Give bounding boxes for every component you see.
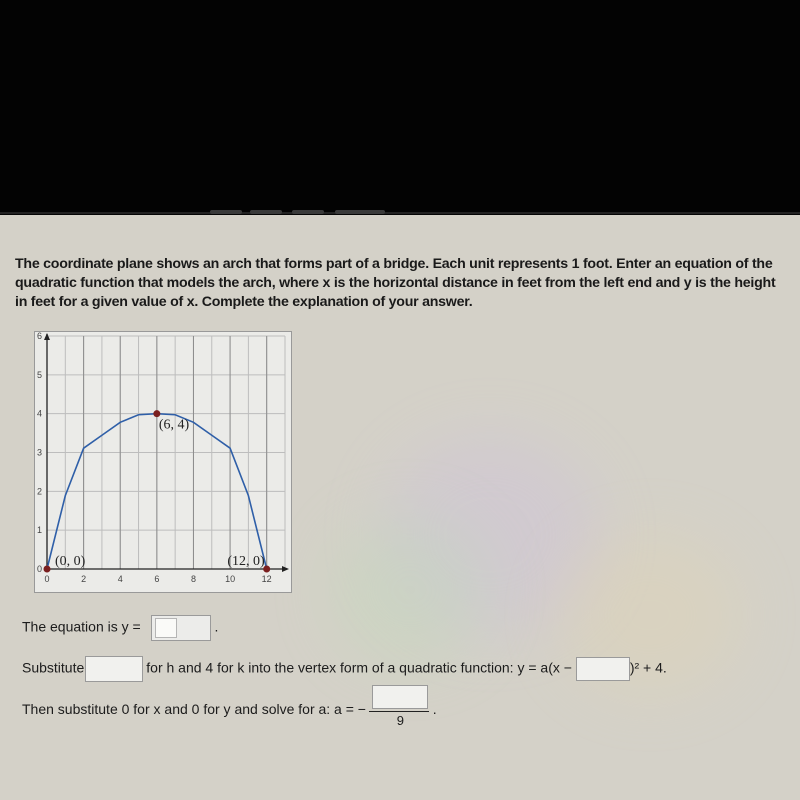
y-tick-label: 2 (36, 486, 42, 497)
y-tick-label: 5 (36, 369, 42, 380)
point-label: (0, 0) (55, 554, 86, 569)
bezel-detail (292, 210, 324, 214)
arch-chart (35, 332, 291, 592)
x-tick-label: 12 (261, 574, 272, 584)
x-tick-label: 0 (44, 574, 50, 584)
fraction (372, 685, 429, 728)
x-tick-label: 10 (225, 574, 236, 584)
y-tick-label: 4 (36, 408, 42, 419)
fraction-denominator: 9 (396, 713, 404, 728)
equation-suffix: . (214, 618, 219, 635)
y-tick-label: 3 (36, 447, 42, 458)
substitute-middle: for h and 4 for k into the vertex form of a quadratic function: y = a(x − (146, 659, 572, 676)
substitute-row (22, 656, 667, 682)
point-label: (12, 0) (227, 554, 265, 569)
a-numerator-input[interactable] (372, 685, 428, 709)
x-tick-label: 2 (81, 574, 87, 584)
solve-end: . (432, 701, 437, 717)
data-point (44, 566, 51, 573)
bezel-detail (250, 210, 282, 214)
screen-glare (330, 515, 490, 665)
x-tick-label: 6 (154, 574, 160, 584)
vertex-h-input[interactable] (576, 657, 630, 681)
y-tick-label: 0 (36, 564, 42, 574)
equation-input[interactable] (151, 615, 211, 641)
point-label: (6, 4) (158, 417, 190, 433)
equation-input-slot[interactable] (155, 618, 177, 638)
y-tick-label: 1 (36, 525, 42, 536)
y-tick-label: 6 (36, 332, 42, 341)
substitute-word: Substitute (22, 659, 85, 676)
bezel-detail (210, 210, 242, 214)
bezel-detail (335, 210, 385, 214)
question-panel (0, 215, 800, 800)
equation-row (22, 615, 218, 641)
screen-edge (0, 212, 800, 214)
h-value-input[interactable] (85, 656, 143, 682)
solve-text: Then substitute 0 for x and 0 for y and solve for a: a = − (22, 701, 366, 717)
data-point (153, 410, 160, 417)
arch-graph (34, 331, 292, 593)
x-tick-label: 8 (190, 574, 196, 584)
dark-background (0, 0, 800, 212)
substitute-end: )² + 4. (629, 659, 667, 676)
question-prompt: The coordinate plane shows an arch that forms part of a bridge. Each unit represents 1 foot. Enter an equation of the quadratic function that models the arch, where x is the horizontal distance in feet from the left end and y is the height in feet for a given value of x. Complete the explanation of your answer. (15, 256, 776, 310)
x-tick-label: 4 (117, 574, 123, 584)
solve-row (22, 685, 437, 728)
equation-prefix: The equation is y = (22, 618, 141, 635)
fraction-bar (369, 711, 429, 712)
